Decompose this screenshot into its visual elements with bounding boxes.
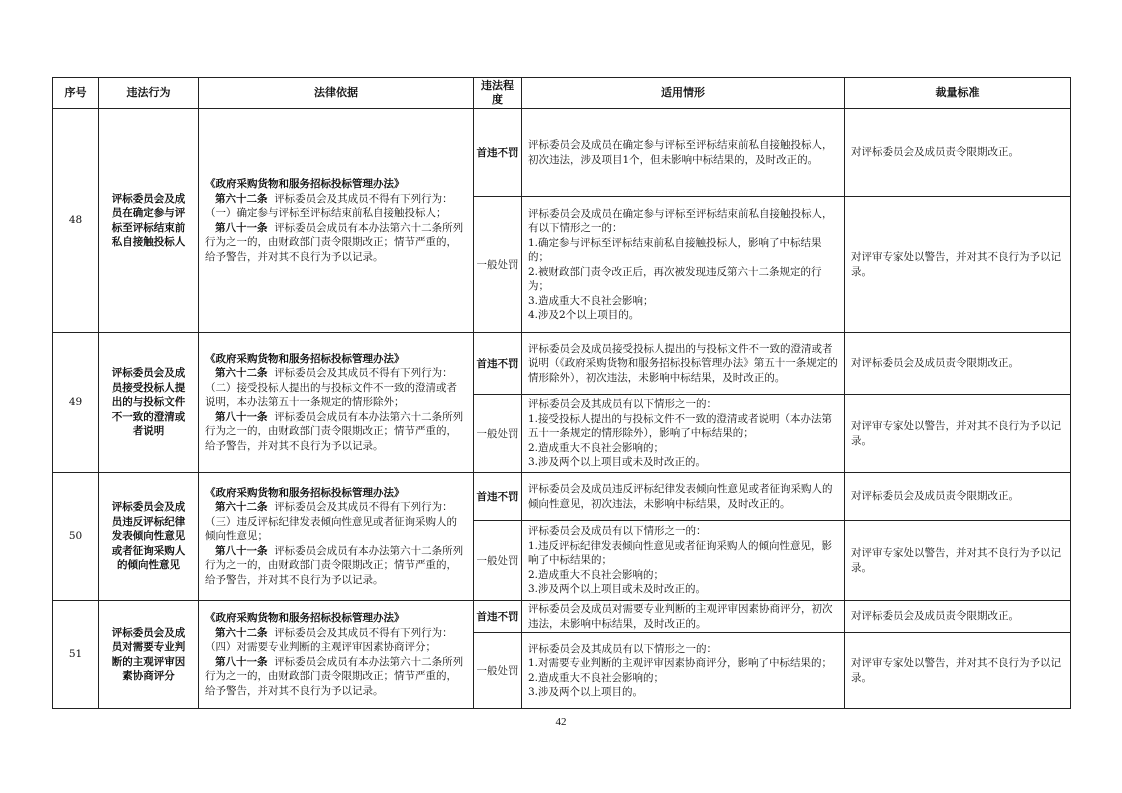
legal-basis bbox=[199, 473, 474, 601]
article-81: 第八十一条 bbox=[215, 221, 268, 234]
situation-line: 2.造成重大不良社会影响的； bbox=[528, 568, 665, 581]
situation-line: 3.涉及两个以上项目或未及时改正的。 bbox=[528, 583, 707, 596]
situation-first: 评标委员会及成员接受投标人提出的与投标文件不一致的澄清或者说明（《政府采购货物和服务招标投标管理办法》第五十一条规定的情形除外），初次违法，未影响中标结果，及时改正的。 bbox=[522, 333, 845, 395]
situation-line: 评标委员会及其成员有以下情形之一的： bbox=[528, 398, 717, 411]
situation-line: 3.涉及两个以上项目的。 bbox=[528, 686, 644, 698]
standard-first: 对评标委员会及成员责令限期改正。 bbox=[845, 473, 1071, 521]
situation-line: 1.对需要专业判断的主观评审因素协商评分，影响了中标结果的； bbox=[528, 657, 833, 669]
article-81-text: 评标委员会成员有本办法第六十二条所列行为之一的，由财政部门责令限期改正；情节严重的，给予警告，并对其不良行为予以记录。 bbox=[205, 410, 464, 452]
row-number: 51 bbox=[53, 601, 99, 709]
basis-item: （三）违反评标纪律发表倾向性意见或者征询采购人的倾向性意见； bbox=[205, 515, 457, 543]
table-header-row bbox=[53, 78, 1071, 109]
situation-line: 2.被财政部门责令改正后，再次被发现违反第六十二条规定的行为； bbox=[528, 265, 822, 292]
article-81: 第八十一条 bbox=[215, 544, 268, 557]
situation-line: 1.接受投标人提出的与投标文件不一致的澄清或者说明（本办法第五十一条规定的情形除外），影响了中标结果的； bbox=[528, 412, 833, 440]
standard-first: 对评标委员会及成员责令限期改正。 bbox=[845, 601, 1071, 633]
header-num: 序号 bbox=[53, 78, 99, 109]
standard-general: 对评审专家处以警告，并对其不良行为予以记录。 bbox=[845, 633, 1071, 709]
standard-general: 对评审专家处以警告，并对其不良行为予以记录。 bbox=[845, 395, 1071, 473]
degree-general: 一般处罚 bbox=[474, 395, 522, 473]
table-row bbox=[53, 109, 1071, 197]
article-62-text: 评标委员会及其成员不得有下列行为： bbox=[274, 367, 453, 380]
situation-line: 3.涉及两个以上项目或未及时改正的。 bbox=[528, 456, 707, 469]
situation-line: 1.确定参与评标至评标结束前私自接触投标人，影响了中标结果的； bbox=[528, 236, 822, 263]
basis-title: 《政府采购货物和服务招标投标管理办法》 bbox=[205, 486, 405, 499]
row-number: 48 bbox=[53, 109, 99, 333]
legal-basis bbox=[199, 601, 474, 709]
situation-general bbox=[522, 197, 845, 333]
violation-act: 评标委员会及成员对需要专业判断的主观评审因素协商评分 bbox=[99, 601, 199, 709]
situation-general bbox=[522, 633, 845, 709]
article-81-text: 评标委员会成员有本办法第六十二条所列行为之一的，由财政部门责令限期改正；情节严重的，给予警告，并对其不良行为予以记录。 bbox=[205, 544, 464, 586]
situation-line: 4.涉及2个以上项目的。 bbox=[528, 309, 640, 321]
degree-first: 首违不罚 bbox=[474, 473, 522, 521]
table-row bbox=[53, 473, 1071, 521]
standard-general: 对评审专家处以警告，并对其不良行为予以记录。 bbox=[845, 521, 1071, 601]
article-62-text: 评标委员会及其成员不得有下列行为： bbox=[274, 501, 453, 514]
row-number: 49 bbox=[53, 333, 99, 473]
situation-line: 评标委员会及其成员有以下情形之一的： bbox=[528, 642, 717, 655]
degree-first: 首违不罚 bbox=[474, 109, 522, 197]
article-81: 第八十一条 bbox=[215, 410, 268, 423]
article-62-text: 评标委员会及其成员不得有下列行为： bbox=[274, 626, 453, 639]
legal-basis bbox=[199, 333, 474, 473]
header-basis: 法律依据 bbox=[199, 78, 474, 109]
basis-title: 《政府采购货物和服务招标投标管理办法》 bbox=[205, 178, 405, 190]
situation-first: 评标委员会及成员在确定参与评标至评标结束前私自接触投标人，初次违法，涉及项目1个，但未影响中标结果的，及时改正的。 bbox=[522, 109, 845, 197]
degree-general: 一般处罚 bbox=[474, 633, 522, 709]
header-degree: 违法程度 bbox=[474, 78, 522, 109]
degree-general: 一般处罚 bbox=[474, 521, 522, 601]
header-act: 违法行为 bbox=[99, 78, 199, 109]
violation-act: 评标委员会及成员在确定参与评标至评标结束前私自接触投标人 bbox=[99, 109, 199, 333]
header-standard: 裁量标准 bbox=[845, 78, 1071, 109]
legal-basis bbox=[199, 109, 474, 333]
header-situation: 适用情形 bbox=[522, 78, 845, 109]
basis-title: 《政府采购货物和服务招标投标管理办法》 bbox=[205, 612, 405, 624]
basis-item: （一）确定参与评标至评标结束前私自接触投标人； bbox=[205, 207, 447, 219]
table-row bbox=[53, 601, 1071, 633]
article-62: 第六十二条 bbox=[215, 501, 268, 514]
article-62: 第六十二条 bbox=[215, 192, 268, 205]
violation-act: 评标委员会及成员接受投标人提出的与投标文件不一致的澄清或者说明 bbox=[99, 333, 199, 473]
row-number: 50 bbox=[53, 473, 99, 601]
article-81: 第八十一条 bbox=[215, 655, 268, 668]
standard-first: 对评标委员会及成员责令限期改正。 bbox=[845, 109, 1071, 197]
degree-first: 首违不罚 bbox=[474, 601, 522, 633]
basis-item: （四）对需要专业判断的主观评审因素协商评分； bbox=[205, 641, 436, 653]
basis-title: 《政府采购货物和服务招标投标管理办法》 bbox=[205, 352, 405, 365]
situation-line: 2.造成重大不良社会影响的； bbox=[528, 671, 665, 684]
standard-general: 对评审专家处以警告，并对其不良行为予以记录。 bbox=[845, 197, 1071, 333]
article-62: 第六十二条 bbox=[215, 626, 268, 639]
situation-general bbox=[522, 521, 845, 601]
situation-first: 评标委员会及成员违反评标纪律发表倾向性意见或者征询采购人的倾向性意见，初次违法，未影响中标结果，及时改正的。 bbox=[522, 473, 845, 521]
degree-general: 一般处罚 bbox=[474, 197, 522, 333]
situation-line: 1.违反评标纪律发表倾向性意见或者征询采购人的倾向性意见，影响了中标结果的； bbox=[528, 539, 833, 567]
situation-line: 3.造成重大不良社会影响； bbox=[528, 294, 654, 307]
basis-item: （二）接受投标人提出的与投标文件不一致的澄清或者说明，本办法第五十一条规定的情形除外； bbox=[205, 381, 457, 409]
situation-line: 评标委员会及成员有以下情形之一的： bbox=[528, 525, 707, 538]
page-number: 42 bbox=[555, 716, 567, 728]
degree-first: 首违不罚 bbox=[474, 333, 522, 395]
article-81-text: 评标委员会成员有本办法第六十二条所列行为之一的，由财政部门责令限期改正；情节严重的，给予警告，并对其不良行为予以记录。 bbox=[205, 221, 464, 263]
situation-first: 评标委员会及成员对需要专业判断的主观评审因素协商评分，初次违法，未影响中标结果，及时改正的。 bbox=[522, 601, 845, 633]
violation-act: 评标委员会及成员违反评标纪律发表倾向性意见或者征询采购人的倾向性意见 bbox=[99, 473, 199, 601]
situation-line: 2.造成重大不良社会影响的； bbox=[528, 441, 665, 454]
standard-first: 对评标委员会及成员责令限期改正。 bbox=[845, 333, 1071, 395]
article-62-text: 评标委员会及其成员不得有下列行为： bbox=[274, 192, 453, 205]
article-81-text: 评标委员会成员有本办法第六十二条所列行为之一的，由财政部门责令限期改正；情节严重的，给予警告，并对其不良行为予以记录。 bbox=[205, 655, 464, 697]
situation-general bbox=[522, 395, 845, 473]
table-row bbox=[53, 333, 1071, 395]
article-62: 第六十二条 bbox=[215, 367, 268, 380]
penalty-discretion-table bbox=[52, 77, 1071, 709]
situation-line: 评标委员会及成员在确定参与评标至评标结束前私自接触投标人，有以下情形之一的： bbox=[528, 207, 833, 234]
